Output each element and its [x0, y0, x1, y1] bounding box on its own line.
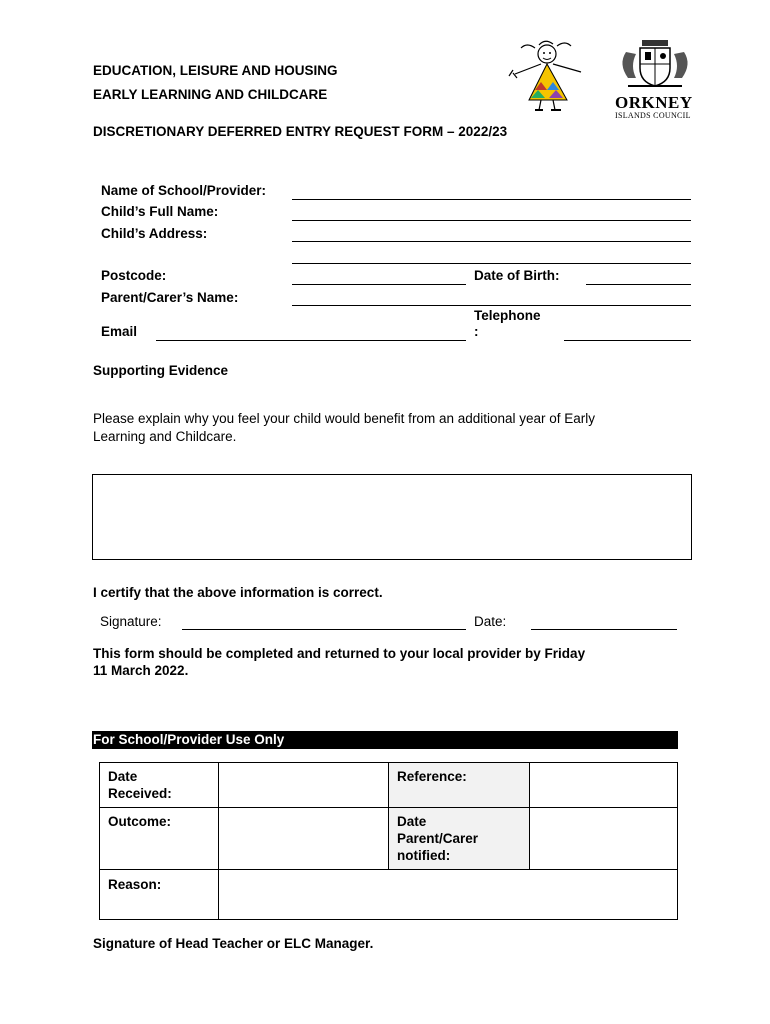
- form-title: DISCRETIONARY DEFERRED ENTRY REQUEST FORM – 2022/23: [93, 124, 508, 139]
- telephone-label-colon: :: [474, 324, 479, 339]
- outcome-label: Outcome:: [108, 814, 172, 829]
- telephone-field[interactable]: [564, 340, 691, 341]
- child-name-field[interactable]: [292, 220, 691, 221]
- child-address-field-line1[interactable]: [292, 241, 691, 242]
- parent-notified-label-1: Date: [397, 814, 427, 829]
- signature-label: Signature:: [100, 614, 162, 629]
- reason-label-cell: [100, 870, 219, 920]
- child-name-label: Child’s Full Name:: [101, 204, 219, 219]
- child-address-label: Child’s Address:: [101, 226, 208, 241]
- childcare-logo-illustration: [505, 40, 595, 112]
- head-teacher-signature-label: Signature of Head Teacher or ELC Manager.: [93, 936, 374, 951]
- reason-label: Reason:: [108, 877, 162, 892]
- council-subtitle: ISLANDS COUNCIL: [615, 111, 691, 120]
- signature-field[interactable]: [182, 629, 466, 630]
- date-of-birth-label: Date of Birth:: [474, 268, 560, 283]
- parent-notified-label-3: notified:: [397, 848, 451, 863]
- email-label: Email: [101, 324, 138, 339]
- reference-label: Reference:: [397, 769, 467, 784]
- reference-label-cell: [389, 763, 530, 808]
- evidence-prompt-line2: Learning and Childcare.: [93, 429, 237, 444]
- postcode-field[interactable]: [292, 284, 466, 285]
- deadline-line1: This form should be completed and returned to your local provider by Friday: [93, 646, 586, 661]
- council-logo: [612, 38, 698, 118]
- deadline-line2: 11 March 2022.: [93, 663, 189, 678]
- evidence-prompt-line1: Please explain why you feel your child would benefit from an additional year of Early: [93, 411, 596, 426]
- reference-value-cell[interactable]: [530, 763, 678, 808]
- outcome-value-cell[interactable]: [219, 808, 389, 870]
- office-use-banner: For School/Provider Use Only: [92, 731, 678, 749]
- parent-carer-name-label: Parent/Carer’s Name:: [101, 290, 239, 305]
- date-received-label-cell: [100, 763, 219, 808]
- child-address-field-line2[interactable]: [292, 263, 691, 264]
- outcome-label-cell: [100, 808, 219, 870]
- department-title: EDUCATION, LEISURE AND HOUSING: [93, 63, 338, 78]
- council-name: ORKNEY: [615, 93, 693, 112]
- supporting-evidence-heading: Supporting Evidence: [93, 363, 229, 378]
- date-of-birth-field[interactable]: [586, 284, 691, 285]
- email-field[interactable]: [156, 340, 466, 341]
- school-provider-field[interactable]: [292, 199, 691, 200]
- certify-date-label: Date:: [474, 614, 507, 629]
- parent-notified-label-cell: [389, 808, 530, 870]
- certify-date-field[interactable]: [531, 629, 677, 630]
- date-received-label-2: Received:: [108, 786, 172, 801]
- evidence-text-box[interactable]: [92, 474, 692, 560]
- school-provider-label: Name of School/Provider:: [101, 183, 267, 198]
- telephone-label: Telephone: [474, 308, 541, 323]
- date-received-value-cell[interactable]: [219, 763, 389, 808]
- certification-statement: I certify that the above information is correct.: [93, 585, 383, 600]
- postcode-label: Postcode:: [101, 268, 167, 283]
- date-received-label-1: Date: [108, 769, 138, 784]
- parent-notified-value-cell[interactable]: [530, 808, 678, 870]
- parent-carer-name-field[interactable]: [292, 305, 691, 306]
- council-crest-icon: [612, 38, 698, 90]
- service-title: EARLY LEARNING AND CHILDCARE: [93, 87, 328, 102]
- reason-value-cell[interactable]: [219, 870, 678, 920]
- office-use-table: [99, 762, 678, 920]
- parent-notified-label-2: Parent/Carer: [397, 831, 479, 846]
